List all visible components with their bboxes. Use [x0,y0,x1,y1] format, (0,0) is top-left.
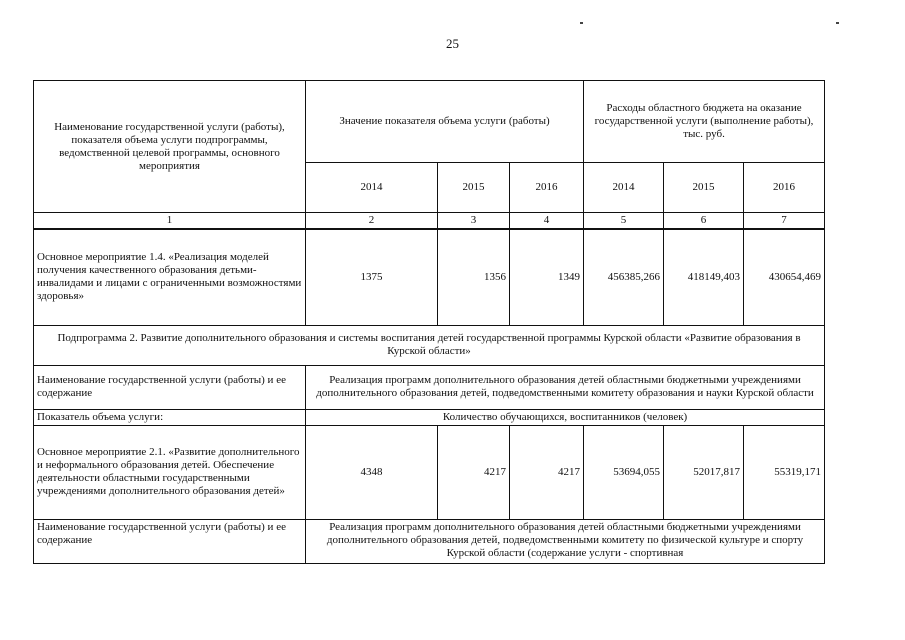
year-cell: 2015 [664,163,744,213]
header-name-cell: Наименование государственной услуги (работы), показателя объема услуги подпрограммы, ведомственной целевой программы, основного мероприятия [34,81,306,213]
service-row [34,365,825,409]
indicator-label: Показатель объема услуги: [34,409,306,425]
service-label: Наименование государственной услуги (работы) и ее содержание [34,365,306,409]
value-cell: 53694,055 [584,425,664,519]
subprogram-title: Подпрограмма 2. Развитие дополнительного образования и системы воспитания детей государственной программы Курской области «Развитие образования в Курской области» [34,325,825,365]
value-cell: 1375 [306,229,438,325]
column-number: 5 [584,213,664,230]
service-row-2 [34,519,825,563]
year-cell: 2014 [306,163,438,213]
measure-name: Основное мероприятие 1.4. «Реализация моделей получения качественного образования детьми-инвалидами и лицами с ограниченными возможностями здоровья» [34,229,306,325]
header-row [34,81,825,163]
value-cell: 4217 [438,425,510,519]
year-cell: 2016 [744,163,825,213]
value-cell: 418149,403 [664,229,744,325]
measure-name: Основное мероприятие 2.1. «Развитие дополнительного и неформального образования детей. Обеспечение деятельности областными государственными учреждениями дополнительного образования детей» [34,425,306,519]
service-value: Реализация программ дополнительного образования детей областными бюджетными учреждениями дополнительного образования детей, подведомственными комитету по физической культуре и спорту Курской области (содержание услуги - спортивная [306,519,825,563]
column-number: 7 [744,213,825,230]
service-value: Реализация программ дополнительного образования детей областными бюджетными учреждениями дополнительного образования детей, подведомственными комитету образования и науки Курской области [306,365,825,409]
indicator-value: Количество обучающихся, воспитанников (человек) [306,409,825,425]
value-cell: 52017,817 [664,425,744,519]
service-label: Наименование государственной услуги (работы) и ее содержание [34,519,306,563]
value-cell: 1349 [510,229,584,325]
column-number: 4 [510,213,584,230]
column-number: 1 [34,213,306,230]
column-number: 6 [664,213,744,230]
year-cell: 2015 [438,163,510,213]
value-cell: 4217 [510,425,584,519]
subprogram-row [34,325,825,365]
column-number: 2 [306,213,438,230]
column-number: 3 [438,213,510,230]
year-cell: 2016 [510,163,584,213]
value-cell: 456385,266 [584,229,664,325]
header-value-cell: Значение показателя объема услуги (работы) [306,81,584,163]
year-cell: 2014 [584,163,664,213]
value-cell: 55319,171 [744,425,825,519]
scan-speck [580,22,583,24]
budget-table [33,80,825,564]
page-number: 25 [446,36,459,51]
value-cell: 430654,469 [744,229,825,325]
measure-row-1-4 [34,229,825,325]
column-numbers-row [34,213,825,230]
value-cell: 1356 [438,229,510,325]
header-budget-cell: Расходы областного бюджета на оказание государственной услуги (выполнение работы), тыс. руб. [584,81,825,163]
scan-speck [836,22,839,24]
value-cell: 4348 [306,425,438,519]
measure-row-2-1 [34,425,825,519]
indicator-row [34,409,825,425]
